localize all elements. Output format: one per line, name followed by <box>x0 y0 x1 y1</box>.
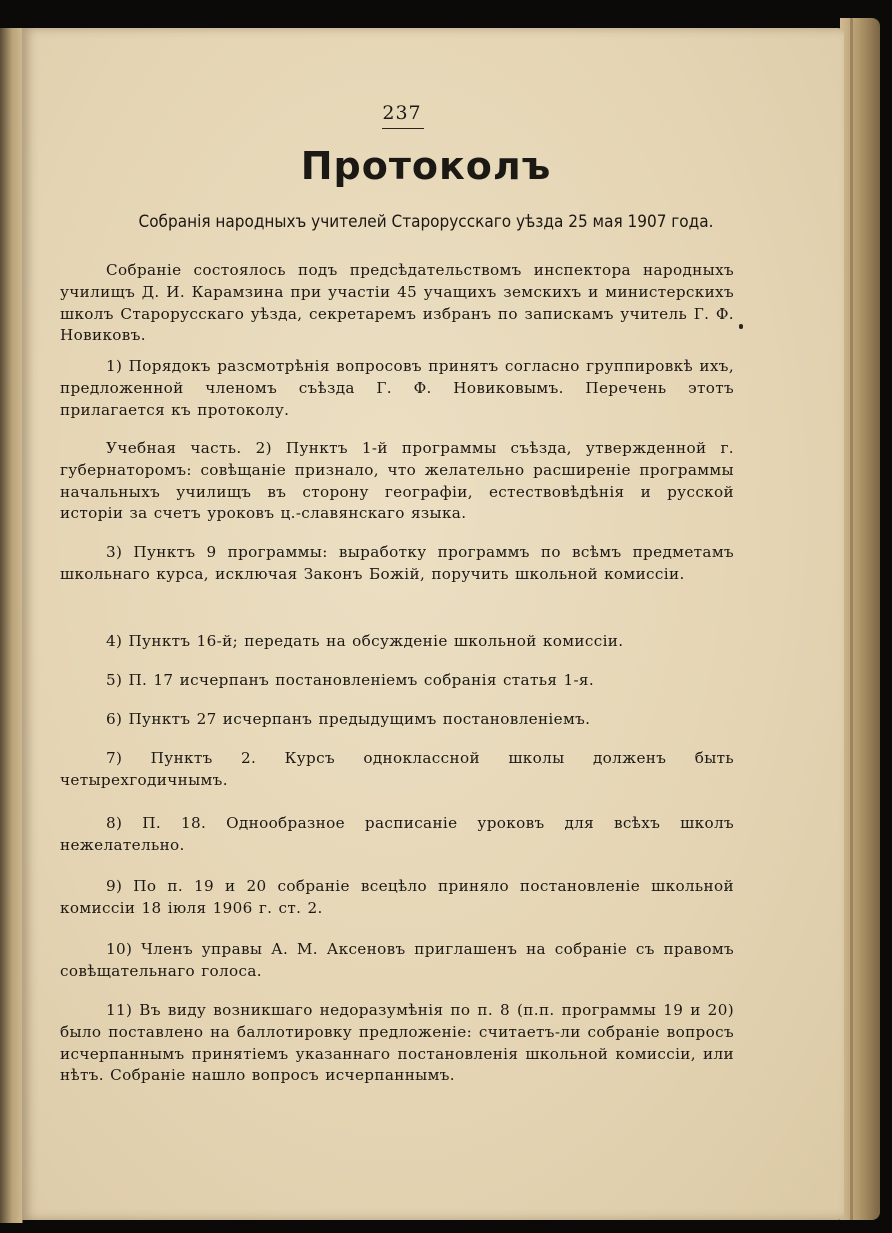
book-page <box>22 28 844 1220</box>
left-page-edge <box>0 28 23 1223</box>
paragraph-2: Учебная часть. 2) Пунктъ 1-й программы съѣзда, утвержденной г. губернаторомъ: совѣщаніе признало, что желательно расширеніе программы начальныхъ училищъ въ сторону географіи, естествовѣдѣнія и русской исторіи за счетъ уроковъ ц.-славянскаго языка. <box>60 439 734 523</box>
page-number: 237 <box>382 102 422 124</box>
paragraph-7: 7) Пунктъ 2. Курсъ одноклассной школы долженъ быть четырехгодичнымъ. <box>60 749 734 789</box>
paragraph-1: 1) Порядокъ разсмотрѣнія вопросовъ принятъ согласно группировкѣ ихъ, предложенной членомъ съѣзда Г. Ф. Новиковымъ. Перечень этотъ прилагается къ протоколу. <box>60 357 734 419</box>
page-number-rule <box>382 128 424 129</box>
page-edges-stack <box>840 18 880 1220</box>
paragraph-3: 3) Пунктъ 9 программы: выработку программъ по всѣмъ предметамъ школьнаго курса, исключая Законъ Божій, поручить школьной комиссіи. <box>60 543 734 583</box>
paragraph-5: 5) П. 17 исчерпанъ постановленіемъ собранія статья 1-я. <box>106 671 595 689</box>
page-subtitle: Собранія народныхъ учителей Старорусскаго уѣзда 25 мая 1907 года. <box>138 212 714 232</box>
paragraph-11: 11) Въ виду возникшаго недоразумѣнія по п. 8 (п.п. программы 19 и 20) было поставлено на баллотировку предложеніе: считаетъ-ли собраніе вопросъ исчерпаннымъ принятіемъ указаннаго постановленія школьной комиссіи, или нѣтъ. Собраніе нашло вопросъ исчерпаннымъ. <box>60 1001 734 1085</box>
paragraph-6: 6) Пунктъ 27 исчерпанъ предыдущимъ постановленіемъ. <box>106 710 591 728</box>
paragraph-10: 10) Членъ управы А. М. Аксеновъ приглашенъ на собраніе съ правомъ совѣщательнаго голоса. <box>60 940 734 980</box>
paragraph-intro: Собраніе состоялось подъ предсѣдательствомъ инспектора народныхъ училищъ Д. И. Карамзина при участіи 45 учащихъ земскихъ и министерскихъ школъ Старорусскаго уѣзда, секретаремъ избранъ по запискамъ учитель Г. Ф. Новиковъ. <box>60 261 734 345</box>
page-title: Протоколъ <box>300 144 552 188</box>
paragraph-9: 9) По п. 19 и 20 собраніе всецѣло приняло постановленіе школьной комиссіи 18 іюля 1906 г. ст. 2. <box>60 877 734 917</box>
paragraph-4: 4) Пунктъ 16-й; передать на обсужденіе школьной комиссіи. <box>106 632 624 650</box>
paragraph-8: 8) П. 18. Однообразное расписаніе уроковъ для всѣхъ школъ нежелательно. <box>60 814 734 854</box>
ink-dot <box>739 324 743 329</box>
